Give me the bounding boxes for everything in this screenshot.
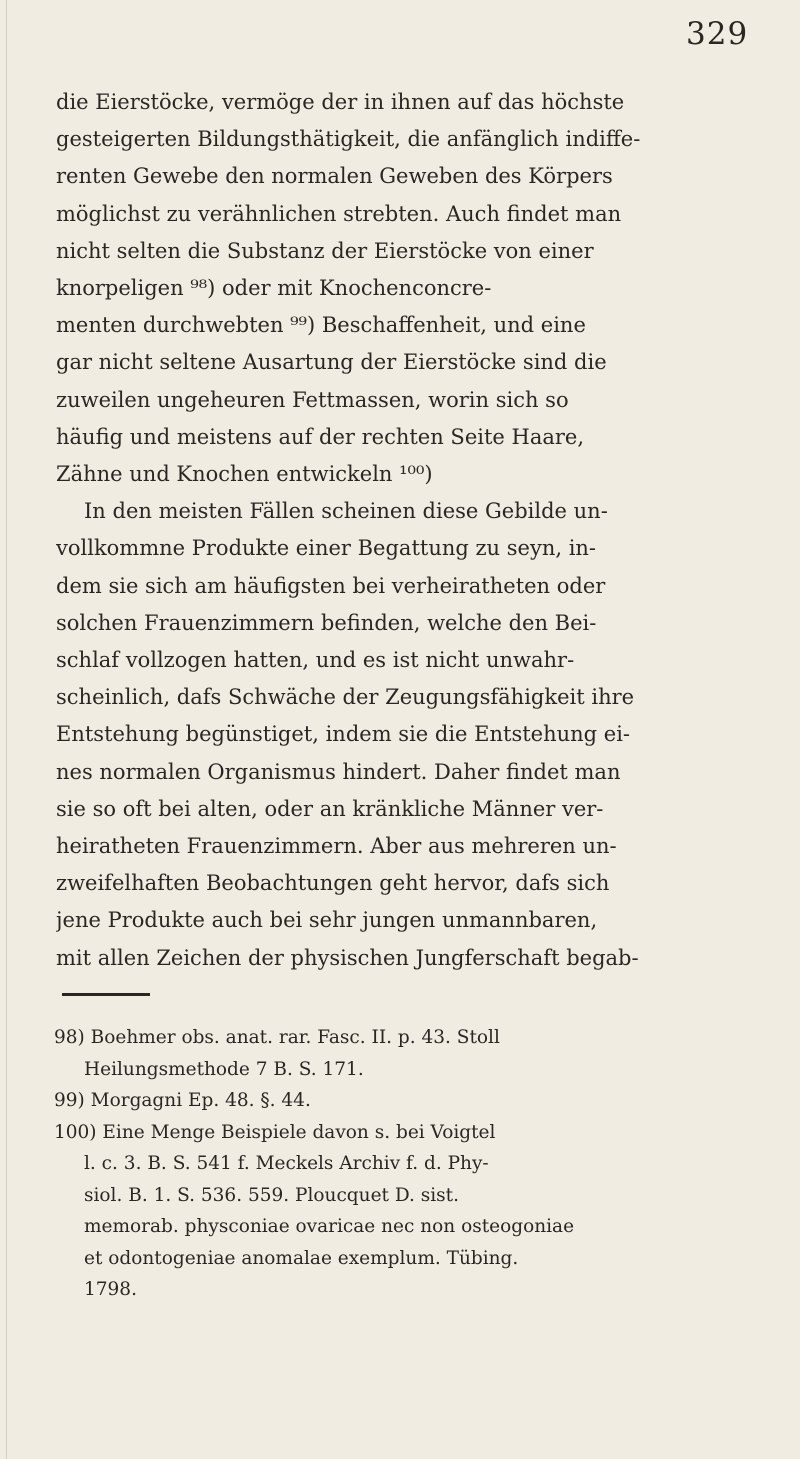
footnote-line: Heilungsmethode 7 B. S. 171. [84, 1058, 364, 1080]
page-edge [6, 0, 7, 1459]
text-line: menten durchwebten ⁹⁹) Beschaffenheit, und eine [56, 313, 586, 338]
text-line: Entstehung begünstiget, indem sie die Entstehung ei- [56, 722, 631, 747]
text-line: nes normalen Organismus hindert. Daher findet man [56, 759, 621, 784]
text-line: Zähne und Knochen entwickeln ¹⁰⁰) [56, 462, 433, 487]
footnote-100: 100) Eine Menge Beispiele davon s. bei Voigtel [54, 1121, 496, 1143]
page-number: 329 [686, 16, 749, 52]
text-line: renten Gewebe den normalen Geweben des Körpers [56, 164, 613, 189]
text-line: schlaf vollzogen hatten, und es ist nicht unwahr- [56, 648, 575, 673]
footnote-line: siol. B. 1. S. 536. 559. Ploucquet D. sist. [84, 1184, 459, 1206]
footnotes [54, 1022, 754, 1306]
text-line: solchen Frauenzimmern befinden, welche den Bei- [56, 610, 597, 635]
text-line: zweifelhaften Beobachtungen geht hervor, dafs sich [56, 871, 610, 896]
footnote-99: 99) Morgagni Ep. 48. §. 44. [54, 1090, 311, 1111]
footnote-line: l. c. 3. B. S. 541 f. Meckels Archiv f. d. Phy- [84, 1153, 489, 1174]
text-line: gesteigerten Bildungsthätigkeit, die anfänglich indiffe- [56, 127, 641, 152]
text-line: scheinlich, dafs Schwäche der Zeugungsfähigkeit ihre [56, 685, 635, 710]
footnote-line: memorab. physconiae ovaricae nec non osteogoniae [84, 1216, 575, 1237]
text-line: möglichst zu verähnlichen strebten. Auch findet man [56, 201, 622, 226]
footnote-98: 98) Boehmer obs. anat. rar. Fasc. II. p. 43. Stoll [54, 1027, 500, 1048]
text-line: heiratheten Frauenzimmern. Aber aus mehreren un- [56, 834, 617, 859]
text-line: die Eierstöcke, vermöge der in ihnen auf das höchste [56, 90, 625, 114]
text-line: vollkommne Produkte einer Begattung zu seyn, in- [56, 536, 597, 561]
text-line: jene Produkte auch bei sehr jungen unmannbaren, [56, 908, 598, 933]
text-line: knorpeligen ⁹⁸) oder mit Knochenconcre- [56, 276, 492, 301]
paragraph-start-line: In den meisten Fällen scheinen diese Gebilde un- [84, 499, 608, 524]
footnote-line: 1798. [84, 1279, 137, 1300]
text-line: häufig und meistens auf der rechten Seite Haare, [56, 424, 585, 449]
footnote-divider [62, 993, 150, 996]
text-line: sie so oft bei alten, oder an kränkliche Männer ver- [56, 796, 604, 821]
text-line: nicht selten die Substanz der Eierstöcke von einer [56, 238, 594, 263]
body-text [56, 84, 756, 977]
text-line: zuweilen ungeheuren Fettmassen, worin sich so [56, 387, 569, 412]
text-line: dem sie sich am häufigsten bei verheiratheten oder [56, 573, 606, 598]
footnote-line: et odontogeniae anomalae exemplum. Tübing. [84, 1247, 519, 1269]
text-line: mit allen Zeichen der physischen Jungferschaft begab- [56, 945, 639, 970]
text-line: gar nicht seltene Ausartung der Eierstöcke sind die [56, 350, 607, 375]
